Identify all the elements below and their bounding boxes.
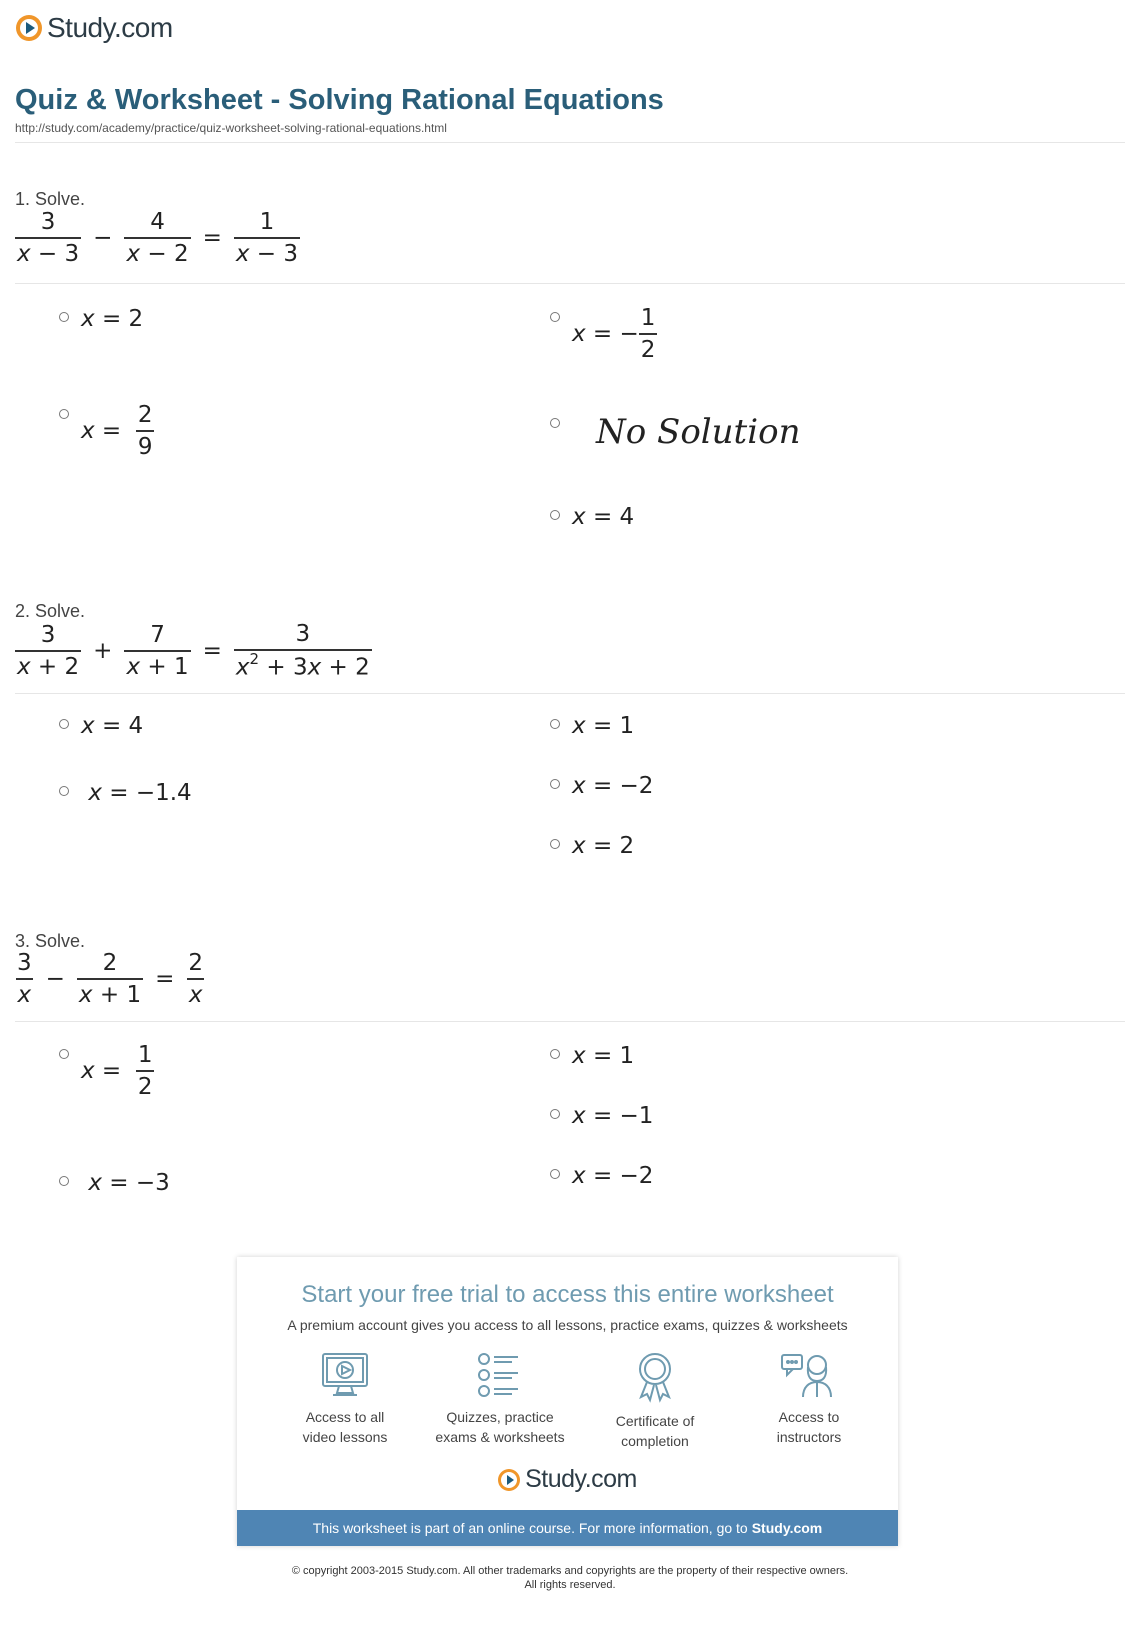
q1-option-c[interactable]: x = − $\frac{1}{2}$ bbox=[550, 306, 657, 362]
study-link[interactable]: Study.com bbox=[751, 1520, 823, 1536]
play-logo-icon bbox=[16, 15, 42, 41]
radio-button[interactable] bbox=[59, 719, 69, 729]
fraction: $\frac{7}{x + 1}$ bbox=[126, 621, 189, 680]
logo-text: Study.com bbox=[47, 12, 173, 43]
q3-option-b[interactable]: x = −3 bbox=[59, 1170, 170, 1196]
promo-title: Start your free trial to access this entire worksheet bbox=[301, 1281, 834, 1308]
fraction: $\frac{3}{x}$ bbox=[17, 950, 32, 1009]
fraction: $\frac{3}{x - 3}$ bbox=[17, 209, 80, 268]
question-1-label: 1. Solve. bbox=[15, 189, 86, 209]
study-logo[interactable] bbox=[16, 8, 173, 48]
feature-certificate: Certificate of completion bbox=[580, 1351, 730, 1451]
q2-option-d[interactable]: x = −2 bbox=[550, 773, 653, 799]
radio-button[interactable] bbox=[59, 1176, 69, 1186]
q2-option-e[interactable]: x = 2 bbox=[550, 833, 634, 859]
page-title: Quiz & Worksheet - Solving Rational Equations bbox=[15, 84, 664, 116]
q3-option-d[interactable]: x = −1 bbox=[550, 1103, 653, 1129]
q1-option-a[interactable]: x = 2 bbox=[59, 306, 143, 332]
question-3-label: 3. Solve. bbox=[15, 931, 86, 951]
question-divider bbox=[15, 283, 1125, 284]
fraction: $\frac{4}{x - 2}$ bbox=[126, 209, 189, 268]
free-trial-promo[interactable] bbox=[237, 1257, 898, 1546]
certificate-icon bbox=[629, 1351, 681, 1403]
promo-study-logo[interactable]: Study.com bbox=[237, 1465, 898, 1494]
fraction: $\frac{2}{x + 1}$ bbox=[78, 950, 142, 1009]
q2-option-a[interactable]: x = 4 bbox=[59, 713, 143, 739]
question-3-equation: $\frac{3}{x}$ − $\frac{2}{x + 1}$ = $\frac{2}{x}$ bbox=[17, 950, 203, 1009]
header-divider bbox=[15, 142, 1125, 143]
radio-button[interactable] bbox=[550, 418, 560, 428]
copyright-notice: © copyright 2003-2015 Study.com. All other trademarks and copyrights are the property of their respective owners. All rights reserved. bbox=[291, 1565, 849, 1591]
radio-button[interactable] bbox=[550, 779, 560, 789]
play-logo-icon bbox=[498, 1469, 520, 1491]
radio-button[interactable] bbox=[550, 1109, 560, 1119]
question-2-label: 2. Solve. bbox=[15, 601, 86, 621]
q3-option-c[interactable]: x = 1 bbox=[550, 1043, 634, 1069]
course-info-banner[interactable]: This worksheet is part of an online course. For more information, go to Study.com bbox=[237, 1510, 898, 1546]
feature-video-lessons: Access to all video lessons bbox=[270, 1351, 420, 1447]
question-divider bbox=[15, 693, 1125, 694]
radio-button[interactable] bbox=[550, 1049, 560, 1059]
radio-button[interactable] bbox=[59, 786, 69, 796]
fraction: $\frac{3}{x^2 + 3x + 2}$ bbox=[235, 621, 370, 681]
instructor-icon bbox=[779, 1351, 839, 1399]
q2-option-b[interactable]: x = −1.4 bbox=[59, 780, 192, 806]
q1-option-b[interactable]: x = $\frac{2}{9}$ bbox=[59, 403, 154, 459]
q1-option-d[interactable]: No Solution bbox=[550, 412, 800, 452]
radio-button[interactable] bbox=[550, 312, 560, 322]
page-url: http://study.com/academy/practice/quiz-worksheet-solving-rational-equations.html bbox=[15, 121, 447, 135]
quiz-list-icon bbox=[474, 1351, 526, 1399]
fraction: $\frac{2}{x}$ bbox=[188, 950, 203, 1009]
feature-quizzes: Quizzes, practice exams & worksheets bbox=[425, 1351, 575, 1447]
radio-button[interactable] bbox=[59, 312, 69, 322]
q1-option-e[interactable]: x = 4 bbox=[550, 504, 634, 530]
radio-button[interactable] bbox=[59, 1049, 69, 1059]
radio-button[interactable] bbox=[550, 719, 560, 729]
feature-instructors: Access to instructors bbox=[734, 1351, 884, 1447]
radio-button[interactable] bbox=[550, 839, 560, 849]
question-divider bbox=[15, 1021, 1125, 1022]
q3-option-e[interactable]: x = −2 bbox=[550, 1163, 653, 1189]
question-2-equation: $\frac{3}{x + 2}$ + $\frac{7}{x + 1}$ = $\frac{3}{x^2 + 3x + 2}$ bbox=[17, 621, 370, 681]
radio-button[interactable] bbox=[550, 510, 560, 520]
video-lesson-icon bbox=[319, 1351, 371, 1399]
fraction: $\frac{3}{x + 2}$ bbox=[17, 621, 80, 680]
promo-subtitle: A premium account gives you access to all lessons, practice exams, quizzes & worksheets bbox=[287, 1317, 848, 1333]
q2-option-c[interactable]: x = 1 bbox=[550, 713, 634, 739]
q3-option-a[interactable]: x = $\frac{1}{2}$ bbox=[59, 1043, 154, 1099]
radio-button[interactable] bbox=[550, 1169, 560, 1179]
question-1-equation: $\frac{3}{x - 3}$ − $\frac{4}{x - 2}$ = $\frac{1}{x - 3}$ bbox=[17, 209, 299, 268]
radio-button[interactable] bbox=[59, 409, 69, 419]
fraction: $\frac{1}{x - 3}$ bbox=[235, 209, 299, 268]
